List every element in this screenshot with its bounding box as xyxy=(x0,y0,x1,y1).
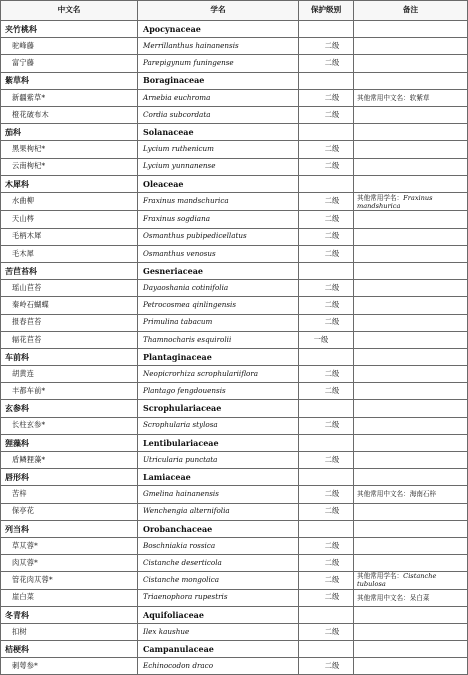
species-row xyxy=(1,589,468,606)
protection-level: 二级 xyxy=(299,106,354,123)
family-chinese-name: 紫草科 xyxy=(1,72,138,89)
family-level-cell xyxy=(299,348,354,365)
remark-scientific-name: Fraxinus mandshurica xyxy=(357,193,433,210)
protection-level: 二级 xyxy=(299,452,354,469)
species-scientific-name: Thamnocharis esquirolii xyxy=(138,331,299,348)
species-chinese-name: 新疆紫草* xyxy=(1,89,138,106)
family-level-cell xyxy=(299,124,354,141)
family-scientific-name: Aquifoliaceae xyxy=(138,606,299,623)
protection-level: 二级 xyxy=(299,503,354,520)
family-scientific-name: Solanaceae xyxy=(138,124,299,141)
family-note-cell xyxy=(354,469,468,486)
family-row xyxy=(1,400,468,417)
species-chinese-name: 肉苁蓉* xyxy=(1,555,138,572)
remark-prefix: 其他常用学名： xyxy=(357,572,404,581)
species-scientific-name: Utricularia punctata xyxy=(138,452,299,469)
protection-level: 二级 xyxy=(299,383,354,400)
species-scientific-name: Neopicrorhiza scrophulariiflora xyxy=(138,366,299,383)
protection-level: 二级 xyxy=(299,486,354,503)
species-row xyxy=(1,297,468,314)
family-scientific-name: Lamiaceae xyxy=(138,469,299,486)
species-row xyxy=(1,141,468,158)
species-chinese-name: 丰都车前* xyxy=(1,383,138,400)
family-note-cell xyxy=(354,606,468,623)
family-note-cell xyxy=(354,21,468,38)
species-scientific-name: Scrophularia stylosa xyxy=(138,417,299,434)
protection-level: 二级 xyxy=(299,38,354,55)
species-chinese-name: 胡黄连 xyxy=(1,366,138,383)
species-row xyxy=(1,211,468,228)
species-chinese-name: 辐花苣苔 xyxy=(1,331,138,348)
species-row xyxy=(1,158,468,175)
remark-cell xyxy=(354,297,468,314)
species-scientific-name: Boschniakia rossica xyxy=(138,537,299,554)
family-level-cell xyxy=(299,400,354,417)
species-scientific-name: Fraxinus mandschurica xyxy=(138,192,299,211)
remark-cell xyxy=(354,537,468,554)
family-chinese-name: 冬青科 xyxy=(1,606,138,623)
family-level-cell xyxy=(299,469,354,486)
species-chinese-name: 报春苣苔 xyxy=(1,314,138,331)
family-chinese-name: 车前科 xyxy=(1,348,138,365)
species-row xyxy=(1,503,468,520)
species-scientific-name: Petrocosmea qinlingensis xyxy=(138,297,299,314)
species-scientific-name: Osmanthus venosus xyxy=(138,245,299,262)
family-chinese-name: 木犀科 xyxy=(1,175,138,192)
remark-cell xyxy=(354,452,468,469)
family-chinese-name: 茄科 xyxy=(1,124,138,141)
species-chinese-name: 驼峰藤 xyxy=(1,38,138,55)
family-row xyxy=(1,21,468,38)
species-scientific-name: Cordia subcordata xyxy=(138,106,299,123)
species-scientific-name: Parepigynum funingense xyxy=(138,55,299,72)
species-scientific-name: Merrillanthus hainanensis xyxy=(138,38,299,55)
species-row xyxy=(1,537,468,554)
remark-cell: 其他常用中文名：海南石梓 xyxy=(354,486,468,503)
family-row xyxy=(1,641,468,658)
header-scientific-name: 学名 xyxy=(138,1,299,21)
family-level-cell xyxy=(299,520,354,537)
remark-cell xyxy=(354,228,468,245)
species-scientific-name: Lycium ruthenicum xyxy=(138,141,299,158)
protection-level: 二级 xyxy=(299,589,354,606)
family-chinese-name: 唇形科 xyxy=(1,469,138,486)
species-row xyxy=(1,280,468,297)
protection-level: 二级 xyxy=(299,89,354,106)
protection-level: 二级 xyxy=(299,158,354,175)
family-chinese-name: 夹竹桃科 xyxy=(1,21,138,38)
family-chinese-name: 列当科 xyxy=(1,520,138,537)
family-scientific-name: Plantaginaceae xyxy=(138,348,299,365)
remark-cell xyxy=(354,106,468,123)
family-chinese-name: 桔梗科 xyxy=(1,641,138,658)
remark-cell xyxy=(354,503,468,520)
species-row xyxy=(1,452,468,469)
family-level-cell xyxy=(299,72,354,89)
protection-level: 二级 xyxy=(299,192,354,211)
protection-level: 二级 xyxy=(299,245,354,262)
family-row xyxy=(1,348,468,365)
family-scientific-name: Campanulaceae xyxy=(138,641,299,658)
remark-cell xyxy=(354,417,468,434)
species-row xyxy=(1,55,468,72)
family-row xyxy=(1,262,468,279)
remark-cell xyxy=(354,211,468,228)
species-scientific-name: Fraxinus sogdiana xyxy=(138,211,299,228)
species-scientific-name: Triaenophora rupestris xyxy=(138,589,299,606)
species-chinese-name: 天山梣 xyxy=(1,211,138,228)
family-note-cell xyxy=(354,124,468,141)
remark-prefix: 其他常用学名： xyxy=(357,193,404,202)
species-scientific-name: Arnebia euchroma xyxy=(138,89,299,106)
protection-level: 二级 xyxy=(299,55,354,72)
species-row xyxy=(1,555,468,572)
species-chinese-name: 水曲柳 xyxy=(1,192,138,211)
species-chinese-name: 盾鳞狸藻* xyxy=(1,452,138,469)
family-level-cell xyxy=(299,641,354,658)
remark-cell xyxy=(354,623,468,640)
family-row xyxy=(1,72,468,89)
species-chinese-name: 橙花破布木 xyxy=(1,106,138,123)
remark-cell xyxy=(354,314,468,331)
species-scientific-name: Plantago fengdouensis xyxy=(138,383,299,400)
remark-cell xyxy=(354,158,468,175)
protection-level: 二级 xyxy=(299,280,354,297)
family-row xyxy=(1,606,468,623)
species-chinese-name: 瑶山苣苔 xyxy=(1,280,138,297)
family-scientific-name: Scrophulariaceae xyxy=(138,400,299,417)
table-body xyxy=(1,21,468,675)
family-row xyxy=(1,469,468,486)
remark-cell: 其他常用中文名：软紫草 xyxy=(354,89,468,106)
species-scientific-name: Ilex kaushue xyxy=(138,623,299,640)
species-chinese-name: 扣树 xyxy=(1,623,138,640)
species-row xyxy=(1,192,468,211)
remark-cell xyxy=(354,245,468,262)
species-chinese-name: 云南枸杞* xyxy=(1,158,138,175)
species-chinese-name: 崖白菜 xyxy=(1,589,138,606)
species-scientific-name: Dayaoshania cotinifolia xyxy=(138,280,299,297)
family-scientific-name: Gesneriaceae xyxy=(138,262,299,279)
remark-cell xyxy=(354,383,468,400)
protection-level: 二级 xyxy=(299,141,354,158)
family-level-cell xyxy=(299,175,354,192)
remark-cell xyxy=(354,280,468,297)
species-row xyxy=(1,383,468,400)
family-chinese-name: 苦苣苔科 xyxy=(1,262,138,279)
family-chinese-name: 玄参科 xyxy=(1,400,138,417)
protection-level: 二级 xyxy=(299,417,354,434)
species-row xyxy=(1,623,468,640)
family-row xyxy=(1,124,468,141)
species-chinese-name: 刺萼参* xyxy=(1,658,138,675)
species-chinese-name: 富宁藤 xyxy=(1,55,138,72)
family-note-cell xyxy=(354,641,468,658)
species-chinese-name: 苦梓 xyxy=(1,486,138,503)
family-level-cell xyxy=(299,606,354,623)
family-note-cell xyxy=(354,434,468,451)
protection-level: 二级 xyxy=(299,211,354,228)
family-row xyxy=(1,175,468,192)
species-chinese-name: 草苁蓉* xyxy=(1,537,138,554)
species-row xyxy=(1,89,468,106)
family-note-cell xyxy=(354,262,468,279)
species-row xyxy=(1,228,468,245)
species-chinese-name: 黑果枸杞* xyxy=(1,141,138,158)
species-row xyxy=(1,417,468,434)
protection-level: 二级 xyxy=(299,658,354,675)
protection-level: 二级 xyxy=(299,572,354,589)
remark-cell xyxy=(354,141,468,158)
species-row xyxy=(1,314,468,331)
family-scientific-name: Oleaceae xyxy=(138,175,299,192)
header-remarks: 备注 xyxy=(354,1,468,21)
species-row xyxy=(1,331,468,348)
species-chinese-name: 毛木犀 xyxy=(1,245,138,262)
species-row xyxy=(1,658,468,675)
family-note-cell xyxy=(354,520,468,537)
family-level-cell xyxy=(299,434,354,451)
species-scientific-name: Primulina tabacum xyxy=(138,314,299,331)
family-note-cell xyxy=(354,348,468,365)
protection-level: 二级 xyxy=(299,366,354,383)
family-scientific-name: Orobanchaceae xyxy=(138,520,299,537)
family-chinese-name: 狸藻科 xyxy=(1,434,138,451)
protection-level: 二级 xyxy=(299,623,354,640)
remark-cell xyxy=(354,192,468,211)
protection-level: 二级 xyxy=(299,555,354,572)
protection-level: 二级 xyxy=(299,228,354,245)
remark-cell xyxy=(354,658,468,675)
species-row xyxy=(1,572,468,589)
header-protection-level: 保护级别 xyxy=(299,1,354,21)
protection-level: 二级 xyxy=(299,297,354,314)
protection-level: 二级 xyxy=(299,537,354,554)
remark-cell xyxy=(354,366,468,383)
species-chinese-name: 秦岭石蝴蝶 xyxy=(1,297,138,314)
remark-cell xyxy=(354,555,468,572)
family-scientific-name: Lentibulariaceae xyxy=(138,434,299,451)
species-row xyxy=(1,106,468,123)
species-scientific-name: Osmanthus pubipedicellatus xyxy=(138,228,299,245)
species-scientific-name: Wenchengia alternifolia xyxy=(138,503,299,520)
species-scientific-name: Lycium yunnanense xyxy=(138,158,299,175)
remark-scientific-name: Cistanche tubulosa xyxy=(357,572,437,589)
remark-cell xyxy=(354,331,468,348)
species-chinese-name: 保亭花 xyxy=(1,503,138,520)
family-level-cell xyxy=(299,262,354,279)
family-level-cell xyxy=(299,21,354,38)
family-note-cell xyxy=(354,72,468,89)
header-chinese-name: 中文名 xyxy=(1,1,138,21)
species-row xyxy=(1,245,468,262)
species-scientific-name: Gmelina hainanensis xyxy=(138,486,299,503)
remark-cell xyxy=(354,572,468,589)
family-row xyxy=(1,434,468,451)
remark-cell xyxy=(354,55,468,72)
protection-level: 一级 xyxy=(299,331,354,348)
family-note-cell xyxy=(354,400,468,417)
species-chinese-name: 管花肉苁蓉* xyxy=(1,572,138,589)
family-note-cell xyxy=(354,175,468,192)
species-scientific-name: Cistanche deserticola xyxy=(138,555,299,572)
table-header-row xyxy=(1,1,468,21)
species-chinese-name: 毛柄木犀 xyxy=(1,228,138,245)
remark-cell: 其他常用中文名：呆白菜 xyxy=(354,589,468,606)
family-scientific-name: Apocynaceae xyxy=(138,21,299,38)
species-row xyxy=(1,366,468,383)
species-row xyxy=(1,38,468,55)
species-chinese-name: 长柱玄参* xyxy=(1,417,138,434)
remark-cell xyxy=(354,38,468,55)
family-scientific-name: Boraginaceae xyxy=(138,72,299,89)
species-scientific-name: Cistanche mongolica xyxy=(138,572,299,589)
family-row xyxy=(1,520,468,537)
species-row xyxy=(1,486,468,503)
species-scientific-name: Echinocodon draco xyxy=(138,658,299,675)
protection-level: 二级 xyxy=(299,314,354,331)
